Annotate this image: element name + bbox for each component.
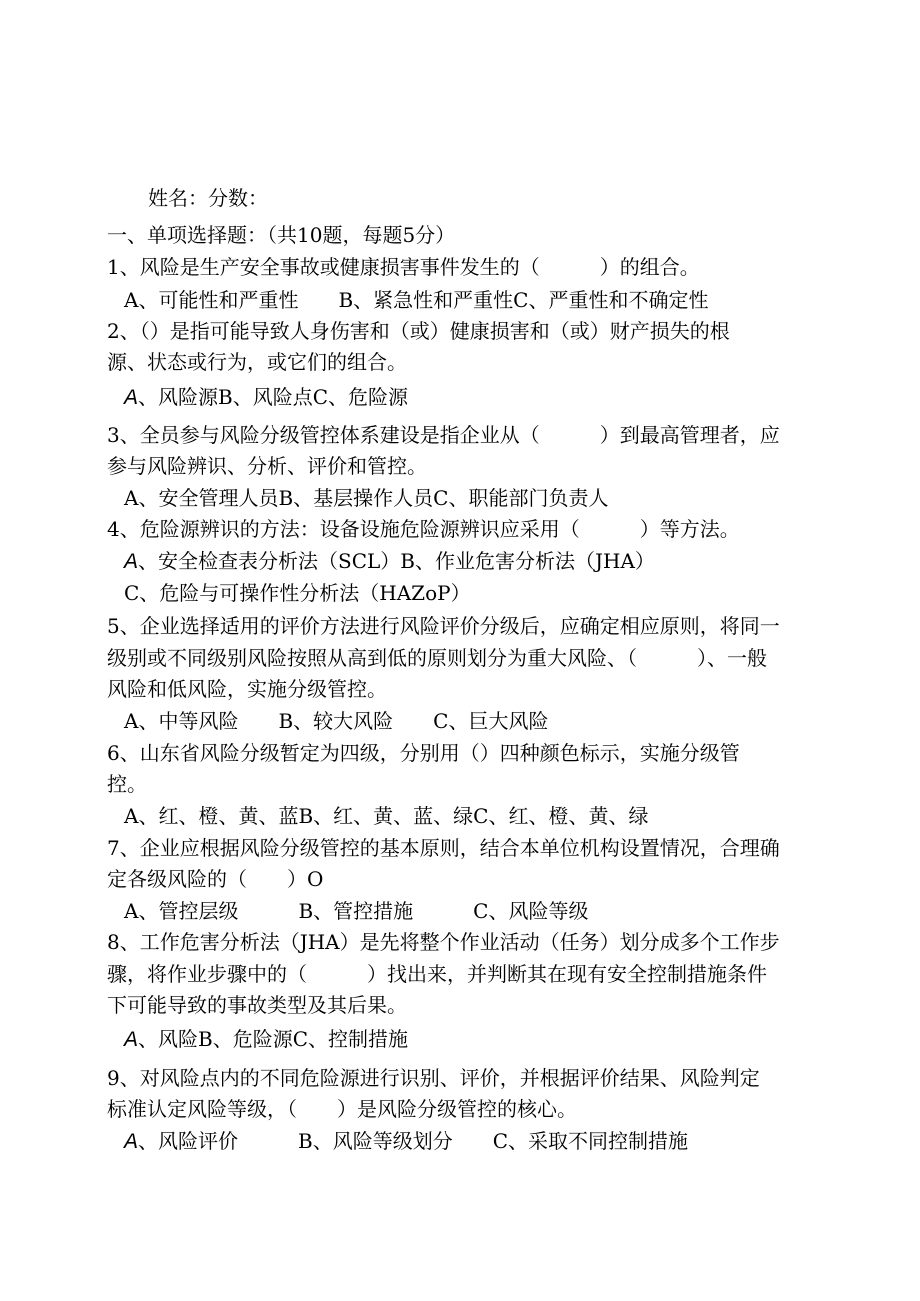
question-8-stem-line3: 下可能导致的事故类型及其后果。 [107,993,407,1017]
section-title: 一、单项选择题：（共10题，每题5分） [107,223,456,247]
option-letter: A [124,550,139,573]
option-letter: A [124,386,139,409]
question-5-stem-line3: 风险和低风险，实施分级管控。 [107,677,387,701]
question-7-stem-line1: 7、企业应根据风险分级管控的基本原则，结合本单位机构设置情况，合理确 [107,836,780,860]
question-5-stem-line2: 级别或不同级别风险按照从高到低的原则划分为重大风险、（ ）、一般 [107,646,767,670]
question-6-stem-line1: 6、山东省风险分级暂定为四级，分别用（）四种颜色标示，实施分级管 [107,741,740,765]
option-text: 、风险B、危险源C、控制措施 [138,1027,409,1051]
question-8-stem-line2: 骤，将作业步骤中的（ ）找出来，并判断其在现有安全控制措施条件 [107,962,767,986]
name-score-line: 姓名：分数： [148,186,268,210]
question-5-stem-line1: 5、企业选择适用的评价方法进行风险评价分级后，应确定相应原则，将同一 [107,614,780,638]
question-5-options: A、中等风险 B、较大风险 C、巨大风险 [124,709,549,733]
question-3-stem-line2: 参与风险辨识、分析、评价和管控。 [107,454,427,478]
question-8-stem-line1: 8、工作危害分析法（JHA）是先将整个作业活动（任务）划分成多个工作步 [107,930,780,954]
question-6-stem-line2: 控。 [107,772,147,796]
question-3-options: A、安全管理人员B、基层操作人员C、职能部门负责人 [124,486,609,510]
option-text: 、安全检查表分析法（SCL）B、作业危害分析法（JHA） [138,549,655,573]
question-9-options [124,1127,688,1155]
question-9-stem-line1: 9、对风险点内的不同危险源进行识别、评价，并根据评价结果、风险判定 [107,1066,760,1090]
question-4-options-extra: C、危险与可操作性分析法（HAZoP） [124,581,471,605]
question-2-stem-line1: 2、（）是指可能导致人身伤害和（或）健康损害和（或）财产损失的根 [107,319,730,343]
question-2-stem-line2: 源、状态或行为，或它们的组合。 [107,350,407,374]
question-4-options [124,547,655,575]
question-7-options: A、管控层级 B、管控措施 C、风险等级 [124,899,589,923]
question-9-stem-line2: 标准认定风险等级，（ ）是风险分级管控的核心。 [107,1097,577,1121]
question-6-options: A、红、橙、黄、蓝B、红、黄、蓝、绿C、红、橙、黄、绿 [124,804,649,828]
question-2-options [124,383,408,411]
question-8-options [124,1025,408,1053]
question-7-stem-line2: 定各级风险的（ ）O [107,867,324,891]
option-text: 、风险源B、风险点C、危险源 [138,385,409,409]
option-letter: A [124,1130,139,1153]
question-3-stem-line1: 3、全员参与风险分级管控体系建设是指企业从（ ）到最高管理者，应 [107,423,780,447]
question-4-stem: 4、危险源辨识的方法：设备设施危险源辨识应采用（ ）等方法。 [107,517,740,541]
question-1-options: A、可能性和严重性 B、紧急性和严重性C、严重性和不确定性 [124,288,709,312]
question-1-stem: 1、风险是生产安全事故或健康损害事件发生的（ ）的组合。 [107,255,700,279]
option-letter: A [124,1028,139,1051]
option-text: 、风险评价 B、风险等级划分 C、采取不同控制措施 [138,1129,689,1153]
